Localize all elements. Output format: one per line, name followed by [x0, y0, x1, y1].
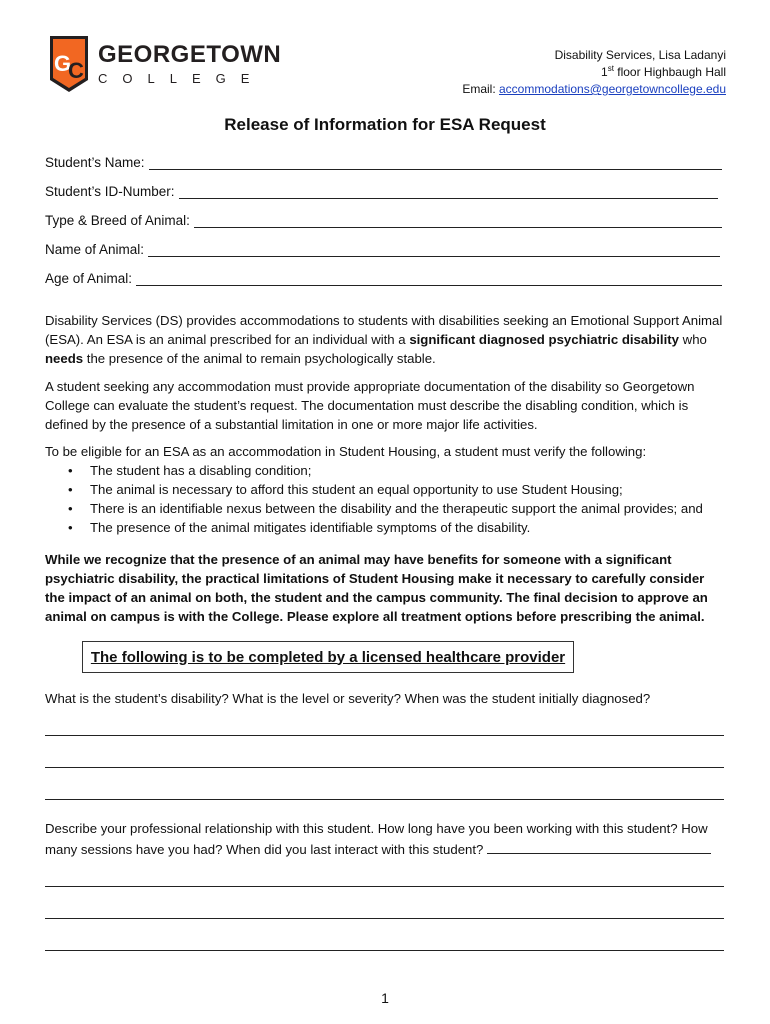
page-number: 1: [381, 990, 389, 1006]
eligibility-intro: To be eligible for an ESA as an accommodation in Student Housing, a student must verify the following:: [45, 444, 647, 459]
answer-line[interactable]: [487, 841, 711, 854]
provider-section-heading: The following is to be completed by a licensed healthcare provider: [82, 641, 574, 673]
logo-subtitle: COLLEGE: [98, 70, 265, 86]
answer-line[interactable]: [45, 799, 724, 800]
answer-line[interactable]: [45, 950, 724, 951]
animal-name-field[interactable]: [45, 239, 720, 257]
college-logo: [50, 36, 281, 92]
contact-location: 1st floor Highbaugh Hall: [601, 64, 726, 79]
notice-paragraph: While we recognize that the presence of an animal may have benefits for someone with a significant psychiatric disability, the practical limitations of Student Housing make it necessary to carefully consider the impact of an animal on both, the student and the campus community. The final decision to approve an animal on campus is with the College. Please explore all treatment options before prescribing the animal.: [45, 552, 708, 624]
field-label: Name of Animal:: [45, 242, 145, 257]
contact-block: [462, 47, 726, 98]
blank-line[interactable]: [149, 156, 722, 170]
answer-line[interactable]: [45, 735, 724, 736]
field-label: Student’s Name:: [45, 155, 145, 170]
student-id-field[interactable]: [45, 181, 718, 199]
animal-type-breed-field[interactable]: [45, 210, 722, 228]
gc-shield-icon: [50, 36, 88, 92]
documentation-paragraph: A student seeking any accommodation must provide appropriate documentation of the disability so Georgetown College can evaluate the student’s request. The documentation must describe the disabling condition, which is defined by the presence of a substantial limitation in one or more major life activities.: [45, 379, 695, 432]
eligibility-section: [45, 442, 725, 537]
question-2: Describe your professional relationship with this student. How long have you been working with this student? How many sessions have you had? When did you last interact with this student?: [45, 818, 725, 860]
field-label: Student’s ID-Number:: [45, 184, 175, 199]
field-label: Age of Animal:: [45, 271, 133, 286]
list-item: • There is an identifiable nexus between the disability and the therapeutic support the animal provides; and: [45, 499, 725, 518]
logo-name: GEORGETOWN: [98, 40, 282, 68]
list-item: • The animal is necessary to afford this student an equal opportunity to use Student Housing;: [45, 480, 725, 499]
list-item: • The student has a disabling condition;: [45, 461, 725, 480]
blank-line[interactable]: [194, 214, 722, 228]
svg-text:C: C: [68, 58, 84, 83]
blank-line[interactable]: [136, 272, 722, 286]
answer-line[interactable]: [45, 767, 724, 768]
blank-line[interactable]: [148, 243, 720, 257]
question-1: What is the student’s disability? What is the level or severity? When was the student initially diagnosed?: [45, 691, 651, 706]
blank-line[interactable]: [179, 185, 718, 199]
eligibility-list: [45, 461, 725, 537]
page-title: Release of Information for ESA Request: [224, 115, 546, 134]
answer-line[interactable]: [45, 918, 724, 919]
field-label: Type & Breed of Animal:: [45, 213, 190, 228]
contact-office: Disability Services, Lisa Ladanyi: [554, 48, 726, 62]
svg-text:G: G: [54, 51, 72, 76]
answer-line[interactable]: [45, 886, 724, 887]
student-name-field[interactable]: [45, 152, 722, 170]
list-item: • The presence of the animal mitigates identifiable symptoms of the disability.: [45, 518, 725, 537]
email-link[interactable]: accommodations@georgetowncollege.edu: [499, 82, 726, 96]
animal-age-field[interactable]: [45, 268, 722, 286]
intro-paragraph: Disability Services (DS) provides accommodations to students with disabilities seeking an Emotional Support Animal (ESA). An ESA is an animal prescribed for an individual with a significant diagnosed psychiatric disability who needs the presence of the animal to remain psychologically stable.: [45, 313, 723, 366]
contact-email-row: Email: accommodations@georgetowncollege.edu: [462, 82, 726, 96]
